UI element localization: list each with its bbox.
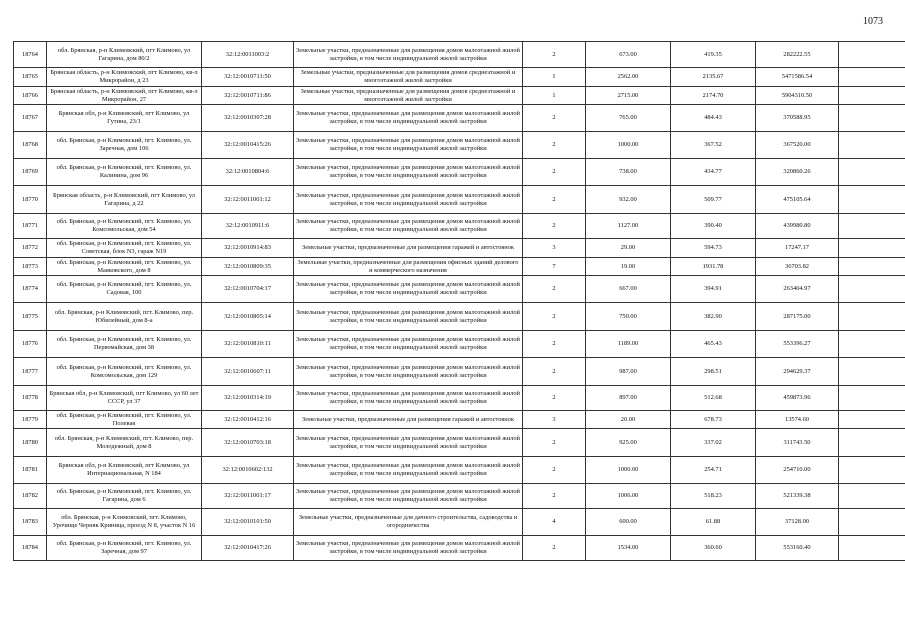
cadastral-number-cell: 32:12:0010711:86 bbox=[202, 87, 294, 105]
cadastral-value-cell: 13574.60 bbox=[756, 411, 839, 429]
group-cell: 2 bbox=[523, 429, 586, 457]
cadastral-number-cell: 32:12:0010809:35 bbox=[202, 258, 294, 276]
row-id-cell: 18784 bbox=[14, 536, 47, 561]
table-row bbox=[14, 358, 905, 386]
cadastral-number-cell: 32:12:0010412:16 bbox=[202, 411, 294, 429]
area-cell: 667.00 bbox=[586, 276, 671, 303]
group-cell: 2 bbox=[523, 457, 586, 484]
empty-cell bbox=[839, 303, 905, 331]
area-cell: 600.00 bbox=[586, 509, 671, 536]
group-cell: 2 bbox=[523, 484, 586, 509]
land-use-cell: Земельные участки, предназначенные для размещения домов малоэтажной жилой застройки, в том числе индивидуальной жилой застройки bbox=[294, 276, 523, 303]
specific-value-cell: 360.60 bbox=[671, 536, 756, 561]
table-row bbox=[14, 536, 905, 561]
table-row bbox=[14, 457, 905, 484]
cadastral-value-cell: 282222.55 bbox=[756, 42, 839, 68]
group-cell: 2 bbox=[523, 303, 586, 331]
cadastral-value-cell: 553396.27 bbox=[756, 331, 839, 358]
cadastral-value-cell: 553160.40 bbox=[756, 536, 839, 561]
land-use-cell: Земельные участки, предназначенные для размещения домов малоэтажной жилой застройки, в том числе индивидуальной жилой застройки bbox=[294, 214, 523, 239]
specific-value-cell: 2135.67 bbox=[671, 68, 756, 87]
empty-cell bbox=[839, 358, 905, 386]
cadastral-number-cell: 32:12:0010101:50 bbox=[202, 509, 294, 536]
empty-cell bbox=[839, 484, 905, 509]
group-cell: 3 bbox=[523, 411, 586, 429]
row-id-cell: 18771 bbox=[14, 214, 47, 239]
empty-cell bbox=[839, 105, 905, 132]
table-row bbox=[14, 87, 905, 105]
row-id-cell: 18770 bbox=[14, 186, 47, 214]
row-id-cell: 18776 bbox=[14, 331, 47, 358]
cadastral-number-cell: 32:12:0010911:6 bbox=[202, 214, 294, 239]
row-id-cell: 18773 bbox=[14, 258, 47, 276]
empty-cell bbox=[839, 457, 905, 484]
area-cell: 765.00 bbox=[586, 105, 671, 132]
specific-value-cell: 298.51 bbox=[671, 358, 756, 386]
table-row bbox=[14, 105, 905, 132]
specific-value-cell: 2174.70 bbox=[671, 87, 756, 105]
area-cell: 2562.00 bbox=[586, 68, 671, 87]
empty-cell bbox=[839, 509, 905, 536]
cadastral-number-cell: 32:12:0010314:19 bbox=[202, 386, 294, 411]
row-id-cell: 18783 bbox=[14, 509, 47, 536]
specific-value-cell: 419.35 bbox=[671, 42, 756, 68]
empty-cell bbox=[839, 214, 905, 239]
cadastral-value-cell: 320860.26 bbox=[756, 159, 839, 186]
empty-cell bbox=[839, 159, 905, 186]
row-id-cell: 18769 bbox=[14, 159, 47, 186]
group-cell: 2 bbox=[523, 214, 586, 239]
table-row bbox=[14, 331, 905, 358]
cadastral-number-cell: 32:12:0010307:28 bbox=[202, 105, 294, 132]
cadastral-value-cell: 5904310.50 bbox=[756, 87, 839, 105]
address-cell: обл. Брянская, р-н Климовский, пгт. Климово, ул. Садовая, 100 bbox=[47, 276, 202, 303]
specific-value-cell: 1931.78 bbox=[671, 258, 756, 276]
address-cell: обл. Брянская, р-н Климовский, пгт. Климово, ул. Комсомольская, дом 129 bbox=[47, 358, 202, 386]
land-use-cell: Земельные участки, предназначенные для дачного строительства, садоводства и огородничества bbox=[294, 509, 523, 536]
address-cell: Брянская обл, р-н Климовский, пгт Климово, ул Гутина, 23/1 bbox=[47, 105, 202, 132]
group-cell: 2 bbox=[523, 358, 586, 386]
table-row bbox=[14, 42, 905, 68]
row-id-cell: 18780 bbox=[14, 429, 47, 457]
cadastral-value-cell: 439980.80 bbox=[756, 214, 839, 239]
table-row bbox=[14, 239, 905, 258]
area-cell: 1189.00 bbox=[586, 331, 671, 358]
table-row bbox=[14, 411, 905, 429]
page-number: 1073 bbox=[863, 16, 883, 27]
address-cell: обл. Брянская, р-н Климовский, пгт Климово, ул Гагарина, дом 80/2 bbox=[47, 42, 202, 68]
empty-cell bbox=[839, 68, 905, 87]
cadastral-number-cell: 32:12:0010804:6 bbox=[202, 159, 294, 186]
empty-cell bbox=[839, 386, 905, 411]
row-id-cell: 18775 bbox=[14, 303, 47, 331]
area-cell: 738.00 bbox=[586, 159, 671, 186]
specific-value-cell: 594.73 bbox=[671, 239, 756, 258]
land-registry-table bbox=[13, 41, 905, 561]
table-row bbox=[14, 303, 905, 331]
row-id-cell: 18777 bbox=[14, 358, 47, 386]
land-use-cell: Земельные участки, предназначенные для размещения домов малоэтажной жилой застройки, в том числе индивидуальной жилой застройки bbox=[294, 536, 523, 561]
specific-value-cell: 484.43 bbox=[671, 105, 756, 132]
land-use-cell: Земельные участки, предназначенные для размещения домов среднеэтажной и многоэтажной жилой застройки bbox=[294, 68, 523, 87]
cadastral-number-cell: 32:12:0010607:11 bbox=[202, 358, 294, 386]
row-id-cell: 18781 bbox=[14, 457, 47, 484]
area-cell: 2715.00 bbox=[586, 87, 671, 105]
row-id-cell: 18768 bbox=[14, 132, 47, 159]
empty-cell bbox=[839, 411, 905, 429]
land-use-cell: Земельные участки, предназначенные для размещения домов среднеэтажной и многоэтажной жилой застройки bbox=[294, 87, 523, 105]
row-id-cell: 18778 bbox=[14, 386, 47, 411]
area-cell: 1006.00 bbox=[586, 484, 671, 509]
specific-value-cell: 254.71 bbox=[671, 457, 756, 484]
land-use-cell: Земельные участки, предназначенные для размещения домов малоэтажной жилой застройки, в том числе индивидуальной жилой застройки bbox=[294, 105, 523, 132]
cadastral-value-cell: 294629.37 bbox=[756, 358, 839, 386]
empty-cell bbox=[839, 132, 905, 159]
land-use-cell: Земельные участки, предназначенные для размещения домов малоэтажной жилой застройки, в том числе индивидуальной жилой застройки bbox=[294, 42, 523, 68]
cadastral-value-cell: 521339.38 bbox=[756, 484, 839, 509]
table-row bbox=[14, 429, 905, 457]
empty-cell bbox=[839, 331, 905, 358]
area-cell: 932.00 bbox=[586, 186, 671, 214]
cadastral-value-cell: 370588.95 bbox=[756, 105, 839, 132]
address-cell: обл. Брянская, р-н Климовский, пгт. Климово, пер. Юбилейный, дом 8-а bbox=[47, 303, 202, 331]
cadastral-number-cell: 32:12:0010914:83 bbox=[202, 239, 294, 258]
specific-value-cell: 434.77 bbox=[671, 159, 756, 186]
area-cell: 673.00 bbox=[586, 42, 671, 68]
address-cell: Брянская область, р-н Климовский, пгт Климово, кв-л Микрорайон, 27 bbox=[47, 87, 202, 105]
land-use-cell: Земельные участки, предназначенные для размещения домов малоэтажной жилой застройки, в том числе индивидуальной жилой застройки bbox=[294, 186, 523, 214]
empty-cell bbox=[839, 186, 905, 214]
empty-cell bbox=[839, 87, 905, 105]
area-cell: 925.00 bbox=[586, 429, 671, 457]
group-cell: 2 bbox=[523, 276, 586, 303]
cadastral-number-cell: 32:12:0010415:26 bbox=[202, 132, 294, 159]
group-cell: 2 bbox=[523, 132, 586, 159]
cadastral-number-cell: 32:12:0010704:17 bbox=[202, 276, 294, 303]
table-body bbox=[14, 42, 905, 561]
land-use-cell: Земельные участки, предназначенные для размещения гаражей и автостоянок bbox=[294, 239, 523, 258]
land-use-cell: Земельные участки, предназначенные для размещения гаражей и автостоянок bbox=[294, 411, 523, 429]
specific-value-cell: 390.40 bbox=[671, 214, 756, 239]
address-cell: обл. Брянская, р-н Климовский, пгт. Климово, ул. Заречная, дом 97 bbox=[47, 536, 202, 561]
table-row bbox=[14, 214, 905, 239]
specific-value-cell: 61.88 bbox=[671, 509, 756, 536]
empty-cell bbox=[839, 42, 905, 68]
area-cell: 1127.00 bbox=[586, 214, 671, 239]
area-cell: 750.00 bbox=[586, 303, 671, 331]
area-cell: 19.00 bbox=[586, 258, 671, 276]
table-row bbox=[14, 509, 905, 536]
area-cell: 897.00 bbox=[586, 386, 671, 411]
row-id-cell: 18779 bbox=[14, 411, 47, 429]
address-cell: обл. Брянская, р-н Климовский, пгт. Климово, ул. Советская, блок N3, гараж N19 bbox=[47, 239, 202, 258]
empty-cell bbox=[839, 258, 905, 276]
land-use-cell: Земельные участки, предназначенные для размещения домов малоэтажной жилой застройки, в том числе индивидуальной жилой застройки bbox=[294, 484, 523, 509]
group-cell: 4 bbox=[523, 509, 586, 536]
empty-cell bbox=[839, 429, 905, 457]
group-cell: 1 bbox=[523, 87, 586, 105]
address-cell: обл. Брянская, р-н Климовский, пгт. Климово, ул. Полевая bbox=[47, 411, 202, 429]
table-row bbox=[14, 258, 905, 276]
cadastral-value-cell: 263404.97 bbox=[756, 276, 839, 303]
row-id-cell: 18766 bbox=[14, 87, 47, 105]
group-cell: 2 bbox=[523, 42, 586, 68]
cadastral-value-cell: 367520.00 bbox=[756, 132, 839, 159]
area-cell: 1000.00 bbox=[586, 132, 671, 159]
specific-value-cell: 512.68 bbox=[671, 386, 756, 411]
area-cell: 1534.00 bbox=[586, 536, 671, 561]
row-id-cell: 18764 bbox=[14, 42, 47, 68]
specific-value-cell: 394.91 bbox=[671, 276, 756, 303]
group-cell: 1 bbox=[523, 68, 586, 87]
cadastral-number-cell: 32:12:0010711:50 bbox=[202, 68, 294, 87]
table-row bbox=[14, 386, 905, 411]
table-row bbox=[14, 132, 905, 159]
group-cell: 2 bbox=[523, 105, 586, 132]
group-cell: 2 bbox=[523, 536, 586, 561]
land-use-cell: Земельные участки, предназначенные для размещения домов малоэтажной жилой застройки, в том числе индивидуальной жилой застройки bbox=[294, 429, 523, 457]
group-cell: 2 bbox=[523, 386, 586, 411]
empty-cell bbox=[839, 536, 905, 561]
group-cell: 2 bbox=[523, 331, 586, 358]
address-cell: обл. Брянская, р-н Климовский, пгт. Климово, пер. Молодежный, дом 8 bbox=[47, 429, 202, 457]
cadastral-value-cell: 459873.96 bbox=[756, 386, 839, 411]
address-cell: Брянская обл, р-н Климовский, пгт Климово, ул Интернациональная, N 184 bbox=[47, 457, 202, 484]
specific-value-cell: 465.43 bbox=[671, 331, 756, 358]
group-cell: 2 bbox=[523, 159, 586, 186]
land-use-cell: Земельные участки, предназначенные для размещения домов малоэтажной жилой застройки, в том числе индивидуальной жилой застройки bbox=[294, 457, 523, 484]
cadastral-value-cell: 5471586.54 bbox=[756, 68, 839, 87]
land-use-cell: Земельные участки, предназначенные для размещения домов малоэтажной жилой застройки, в том числе индивидуальной жилой застройки bbox=[294, 386, 523, 411]
table-row bbox=[14, 276, 905, 303]
specific-value-cell: 337.02 bbox=[671, 429, 756, 457]
land-use-cell: Земельные участки, предназначенные для размещения домов малоэтажной жилой застройки, в том числе индивидуальной жилой застройки bbox=[294, 358, 523, 386]
table-row bbox=[14, 186, 905, 214]
cadastral-value-cell: 254710.00 bbox=[756, 457, 839, 484]
area-cell: 20.00 bbox=[586, 411, 671, 429]
cadastral-number-cell: 32:12:0010417:26 bbox=[202, 536, 294, 561]
cadastral-number-cell: 32:12:0011003:2 bbox=[202, 42, 294, 68]
address-cell: обл. Брянская, р-н Климовский, пгт. Климово, ул. Заречная, дом 106 bbox=[47, 132, 202, 159]
land-use-cell: Земельные участки, предназначенные для размещения домов малоэтажной жилой застройки, в том числе индивидуальной жилой застройки bbox=[294, 159, 523, 186]
land-use-cell: Земельные участки, предназначенные для размещения домов малоэтажной жилой застройки, в том числе индивидуальной жилой застройки bbox=[294, 303, 523, 331]
group-cell: 3 bbox=[523, 239, 586, 258]
group-cell: 2 bbox=[523, 186, 586, 214]
cadastral-value-cell: 311743.50 bbox=[756, 429, 839, 457]
cadastral-number-cell: 32:12:0011001:12 bbox=[202, 186, 294, 214]
specific-value-cell: 509.77 bbox=[671, 186, 756, 214]
address-cell: Брянская область, р-н Климовский, пгт Климово, кв-л Микрорайон, д 23 bbox=[47, 68, 202, 87]
row-id-cell: 18767 bbox=[14, 105, 47, 132]
land-use-cell: Земельные участки, предназначенные для размещения домов малоэтажной жилой застройки, в том числе индивидуальной жилой застройки bbox=[294, 331, 523, 358]
row-id-cell: 18774 bbox=[14, 276, 47, 303]
land-use-cell: Земельные участки, предназначенные для размещения офисных зданий делового и коммерческого назначения bbox=[294, 258, 523, 276]
address-cell: обл. Брянская, р-н Климовский, пгт. Климово, ул. Первомайская, дом 38 bbox=[47, 331, 202, 358]
area-cell: 29.00 bbox=[586, 239, 671, 258]
row-id-cell: 18772 bbox=[14, 239, 47, 258]
address-cell: обл. Брянская, р-н Климовский, пгт. Климово, ул. Гагарина, дом 6 bbox=[47, 484, 202, 509]
cadastral-value-cell: 17247.17 bbox=[756, 239, 839, 258]
table-row bbox=[14, 159, 905, 186]
empty-cell bbox=[839, 239, 905, 258]
address-cell: обл. Брянская, р-н Климовский, пгт. Климово, Урочище Черняк Криница, проезд N 8, участок N 16 bbox=[47, 509, 202, 536]
land-use-cell: Земельные участки, предназначенные для размещения домов малоэтажной жилой застройки, в том числе индивидуальной жилой застройки bbox=[294, 132, 523, 159]
cadastral-value-cell: 475105.64 bbox=[756, 186, 839, 214]
row-id-cell: 18765 bbox=[14, 68, 47, 87]
group-cell: 7 bbox=[523, 258, 586, 276]
address-cell: обл. Брянская, р-н Климовский, пгт. Климово, ул. Калинина, дом 96 bbox=[47, 159, 202, 186]
cadastral-number-cell: 32:12:0010602:132 bbox=[202, 457, 294, 484]
address-cell: обл. Брянская, р-н Климовский, пгт. Климово, ул. Маяковского, дом 8 bbox=[47, 258, 202, 276]
address-cell: Брянская область, р-н Климовский, пгт Климово, ул Гагарина, д 22 bbox=[47, 186, 202, 214]
cadastral-value-cell: 287175.00 bbox=[756, 303, 839, 331]
cadastral-value-cell: 36703.82 bbox=[756, 258, 839, 276]
address-cell: обл. Брянская, р-н Климовский, пгт. Климово, ул. Комсомольская, дом 54 bbox=[47, 214, 202, 239]
cadastral-number-cell: 32:12:0010805:14 bbox=[202, 303, 294, 331]
specific-value-cell: 518.23 bbox=[671, 484, 756, 509]
table-row bbox=[14, 68, 905, 87]
area-cell: 1000.00 bbox=[586, 457, 671, 484]
cadastral-number-cell: 32:12:0010703:18 bbox=[202, 429, 294, 457]
table-row bbox=[14, 484, 905, 509]
empty-cell bbox=[839, 276, 905, 303]
specific-value-cell: 382.90 bbox=[671, 303, 756, 331]
address-cell: Брянская обл, р-н Климовский, пгт Климово, ул 60 лет СССР, ул 37 bbox=[47, 386, 202, 411]
cadastral-number-cell: 32:12:0011001:17 bbox=[202, 484, 294, 509]
cadastral-value-cell: 37128.00 bbox=[756, 509, 839, 536]
specific-value-cell: 678.73 bbox=[671, 411, 756, 429]
cadastral-number-cell: 32:12:0010810:11 bbox=[202, 331, 294, 358]
area-cell: 987.00 bbox=[586, 358, 671, 386]
specific-value-cell: 367.52 bbox=[671, 132, 756, 159]
row-id-cell: 18782 bbox=[14, 484, 47, 509]
